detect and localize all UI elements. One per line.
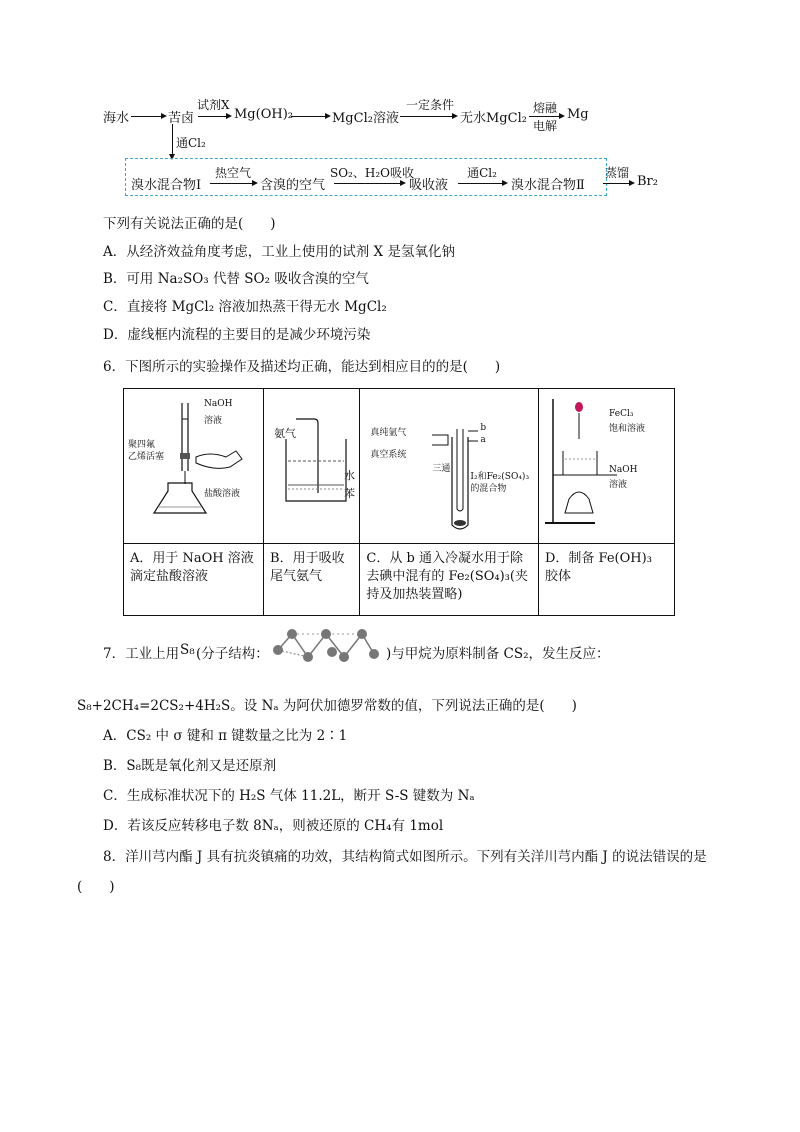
figure-c-sublimation xyxy=(360,389,539,544)
flow-arrow xyxy=(603,183,633,184)
flow-pass-cl2: 通Cl₂ xyxy=(176,136,206,150)
ammonia-absorption-figure xyxy=(264,389,358,539)
q5-option-c: C．直接将 MgCl₂ 溶液加热蒸干得无水 MgCl₂ xyxy=(103,299,387,315)
label-solution: 溶液 xyxy=(609,480,628,490)
flow-down-arrow xyxy=(172,124,173,156)
q5-option-a: A．从经济效益角度考虑，工业上使用的试剂 X 是氢氧化钠 xyxy=(103,244,455,260)
caption-d xyxy=(539,544,675,616)
label-hcl-solution: 盐酸溶液 xyxy=(204,489,241,499)
label-water: 水 xyxy=(344,469,356,482)
flow-so2-h2o-absorb: SO₂、H₂O吸收 xyxy=(330,166,414,180)
caption-c xyxy=(360,544,539,616)
caption-a-text: A．用于 NaOH 溶液滴定盐酸溶液 xyxy=(130,551,254,584)
experiment-table xyxy=(123,388,675,616)
flow-hot-air: 热空气 xyxy=(214,166,251,180)
flow-mgcl2-solution: MgCl₂溶液 xyxy=(332,111,399,126)
q7-option-d: D．若该反应转移电子数 8Nₐ，则被还原的 CH₄有 1mol xyxy=(103,818,444,834)
q7-stem-b: (分子结构： xyxy=(196,646,269,662)
label-b: b xyxy=(480,423,487,433)
q5-stem: 下列有关说法正确的是( ) xyxy=(103,216,276,232)
q7-equation-line: S₈+2CH₄=2CS₂+4H₂S。设 Nₐ 为阿伏加德罗常数的值，下列说法正确的是( ) xyxy=(77,698,577,714)
flow-absorb-liquid: 吸收液 xyxy=(409,178,449,193)
label-mixture-2: 的混合物 xyxy=(470,484,507,494)
caption-b-text: B．用于吸收尾气氨气 xyxy=(270,551,345,584)
flow-arrow xyxy=(291,116,329,117)
flow-electrolysis: 电解 xyxy=(532,119,557,133)
label-mixture-1: I₂和Fe₂(SO₄)₃ xyxy=(470,472,530,482)
label-saturated-solution: 饱和溶液 xyxy=(609,424,646,434)
flow-arrow xyxy=(458,183,506,184)
q7-option-c: C．生成标准状况下的 H₂S 气体 11.2L，断开 S-S 键数为 Nₐ xyxy=(103,788,475,804)
q7-option-a: A．CS₂ 中 σ 键和 π 键数量之比为 2∶1 xyxy=(103,728,348,744)
figure-a-titration xyxy=(124,389,264,544)
label-ptfe-1: 聚四氟 xyxy=(128,440,156,450)
flow-mg: Mg xyxy=(567,107,589,122)
flow-anhydrous-mgcl2: 无水MgCl₂ xyxy=(460,111,527,126)
figure-b-ammonia xyxy=(264,389,360,544)
flow-reagent-x: 试剂X xyxy=(197,98,230,112)
flow-bittern: 苦卤 xyxy=(168,111,195,126)
q8-stem: 8．洋川芎内酯 J 具有抗炎镇痛的功效，其结构简式如图所示。下列有关洋川芎内酯 J 的说法错误的是 xyxy=(103,849,707,865)
flow-arrow xyxy=(210,183,256,184)
q6-stem: 6．下图所示的实验操作及描述均正确，能达到相应目的的是( ) xyxy=(103,359,501,375)
figure-d-colloid xyxy=(539,389,675,544)
label-fecl3: FeCl₃ xyxy=(609,409,634,419)
label-naoh: NaOH xyxy=(204,399,233,409)
flow-bromine-mix-2: 溴水混合物Ⅱ xyxy=(511,178,585,193)
caption-c-text: C．从 b 通入冷凝水用于除去碘中混有的 Fe₂(SO₄)₃(夹持及加热装置略) xyxy=(366,551,528,602)
label-ptfe-2: 乙烯活塞 xyxy=(128,452,165,462)
label-a: a xyxy=(480,435,486,445)
q7-stem-a: 7．工业上用 xyxy=(103,646,180,662)
flow-mgoh2: Mg(OH)₂ xyxy=(234,107,293,122)
q7-stem-c: )与甲烷为原料制备 CS₂，发生反应： xyxy=(386,646,610,662)
flow-arrow xyxy=(198,116,230,117)
label-naoh: NaOH xyxy=(609,465,638,475)
caption-b xyxy=(264,544,360,616)
caption-d-text: D．制备 Fe(OH)₃ 胶体 xyxy=(545,551,652,584)
label-vacuum-system: 真空系统 xyxy=(370,450,407,460)
flow-pass-cl2-2: 通Cl₂ xyxy=(467,166,497,180)
s8-molecule-structure xyxy=(272,624,384,664)
flow-seawater: 海水 xyxy=(103,111,130,126)
label-ammonia: 氨气 xyxy=(274,427,297,440)
q8-blank: ( ) xyxy=(77,879,115,895)
q7-s8: S₈ xyxy=(180,642,195,658)
titration-apparatus-figure xyxy=(124,389,261,539)
label-three-way: 三通 xyxy=(432,464,451,474)
flow-bromine-air: 含溴的空气 xyxy=(260,178,326,193)
flow-br2: Br₂ xyxy=(637,174,658,189)
caption-a xyxy=(124,544,264,616)
flow-bromine-mix-1: 溴水混合物Ⅰ xyxy=(131,178,202,193)
flow-distill: 蒸馏 xyxy=(604,166,629,180)
colloid-preparation-figure xyxy=(539,389,672,539)
q5-option-b: B．可用 Na₂SO₃ 代替 SO₂ 吸收含溴的空气 xyxy=(103,271,369,287)
q5-option-d: D．虚线框内流程的主要目的是减少环境污染 xyxy=(103,327,371,343)
flow-arrow xyxy=(131,116,165,117)
flow-arrow xyxy=(334,183,404,184)
q7-option-b: B．S₈既是氧化剂又是还原剂 xyxy=(103,758,277,774)
flow-arrow xyxy=(400,116,456,117)
label-solution: 溶液 xyxy=(204,416,223,426)
flow-molten: 熔融 xyxy=(532,101,557,115)
label-argon: 真纯氩气 xyxy=(370,428,407,438)
label-benzene: 苯 xyxy=(344,487,356,500)
flow-certain-conditions: 一定条件 xyxy=(405,98,454,112)
